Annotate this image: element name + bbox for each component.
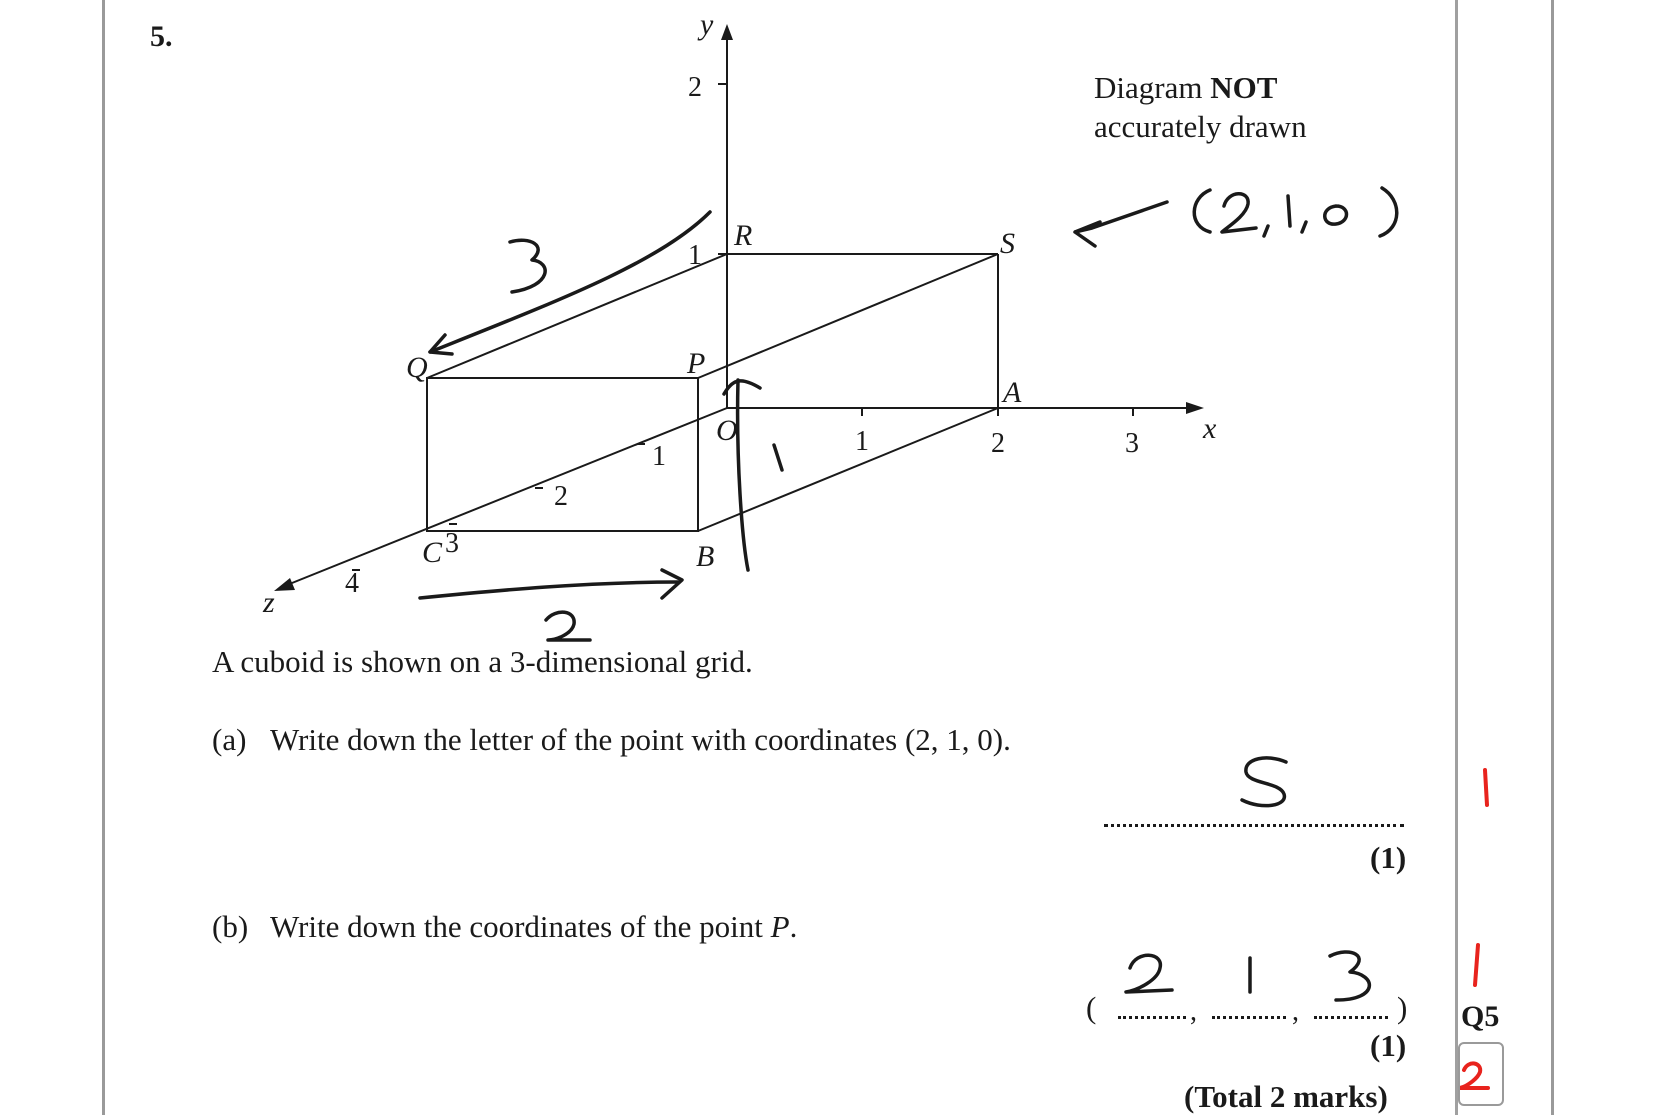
y-tick-label-2: 2: [688, 72, 702, 103]
x-axis-label: x: [1203, 412, 1217, 445]
part-a-tag: (a): [212, 722, 247, 757]
answer-b-comma-2: ,: [1292, 996, 1299, 1027]
edge-RQ: [427, 254, 727, 378]
answer-line-a[interactable]: [1104, 824, 1404, 827]
z-axis-label: z: [263, 586, 275, 619]
z-tick-label-3: 3: [445, 528, 459, 559]
answer-line-b-z[interactable]: [1314, 1016, 1388, 1019]
x-tick-label-3: 3: [1125, 428, 1139, 459]
z-axis-arrowhead: [274, 578, 295, 591]
handwritten-depth-annotation: [430, 212, 710, 354]
question-number: 5.: [150, 20, 173, 53]
x-tick-label-2: 2: [991, 428, 1005, 459]
z-tick-label-2: 2: [554, 481, 568, 512]
handwritten-width-annotation: [420, 570, 682, 640]
point-label-O: O: [716, 414, 738, 447]
edge-AB: [698, 408, 998, 531]
point-label-S: S: [1000, 227, 1015, 260]
x-axis-arrowhead: [1186, 402, 1204, 414]
part-a-prompt: [212, 722, 1011, 758]
point-label-Q: Q: [406, 351, 428, 384]
point-label-P: P: [687, 347, 706, 380]
part-b-prompt: [212, 909, 797, 945]
answer-b-open-paren: (: [1086, 990, 1097, 1025]
point-label-R: R: [734, 219, 753, 252]
diagram-note-emphasis: NOT: [1210, 70, 1278, 105]
examiner-marks: [1460, 770, 1488, 1088]
diagram-note-prefix: Diagram: [1094, 70, 1211, 105]
answer-line-b-x[interactable]: [1118, 1016, 1186, 1019]
part-b-period: .: [789, 909, 798, 944]
answer-b-close-paren: ): [1397, 990, 1408, 1025]
point-label-C: C: [422, 536, 443, 569]
question-intro: A cuboid is shown on a 3-dimensional grid.: [212, 644, 753, 679]
answer-line-b-y[interactable]: [1212, 1016, 1286, 1019]
answer-b-comma-1: ,: [1190, 996, 1197, 1027]
z-axis: [287, 408, 727, 585]
handwritten-coordinates-annotation: [1075, 188, 1397, 246]
y-axis-arrowhead: [721, 24, 733, 40]
z-tick-label-1: 1: [652, 441, 666, 472]
part-a-marks: (1): [1370, 840, 1407, 875]
part-b-marks: (1): [1370, 1028, 1407, 1063]
part-b-tag: (b): [212, 909, 249, 944]
edge-SP: [698, 254, 998, 378]
part-b-text: Write down the coordinates of the point: [270, 909, 771, 944]
handwritten-answer-a: [1242, 758, 1286, 806]
part-a-text: Write down the letter of the point with coordinates (2, 1, 0).: [270, 722, 1011, 757]
score-box: [1458, 1042, 1504, 1106]
handwritten-answer-b: [1126, 952, 1369, 1000]
total-marks: (Total 2 marks): [1184, 1079, 1388, 1114]
x-tick-label-1: 1: [855, 426, 869, 457]
y-axis-label: y: [700, 8, 714, 41]
margin-question-tag: Q5: [1461, 1000, 1500, 1033]
z-tick-label-4: 4: [345, 568, 359, 599]
point-label-B: B: [696, 540, 715, 573]
part-b-variable: P: [770, 909, 790, 944]
y-tick-label-1: 1: [688, 240, 702, 271]
diagram-note-line2: accurately drawn: [1094, 109, 1307, 144]
point-label-A: A: [1003, 376, 1022, 409]
